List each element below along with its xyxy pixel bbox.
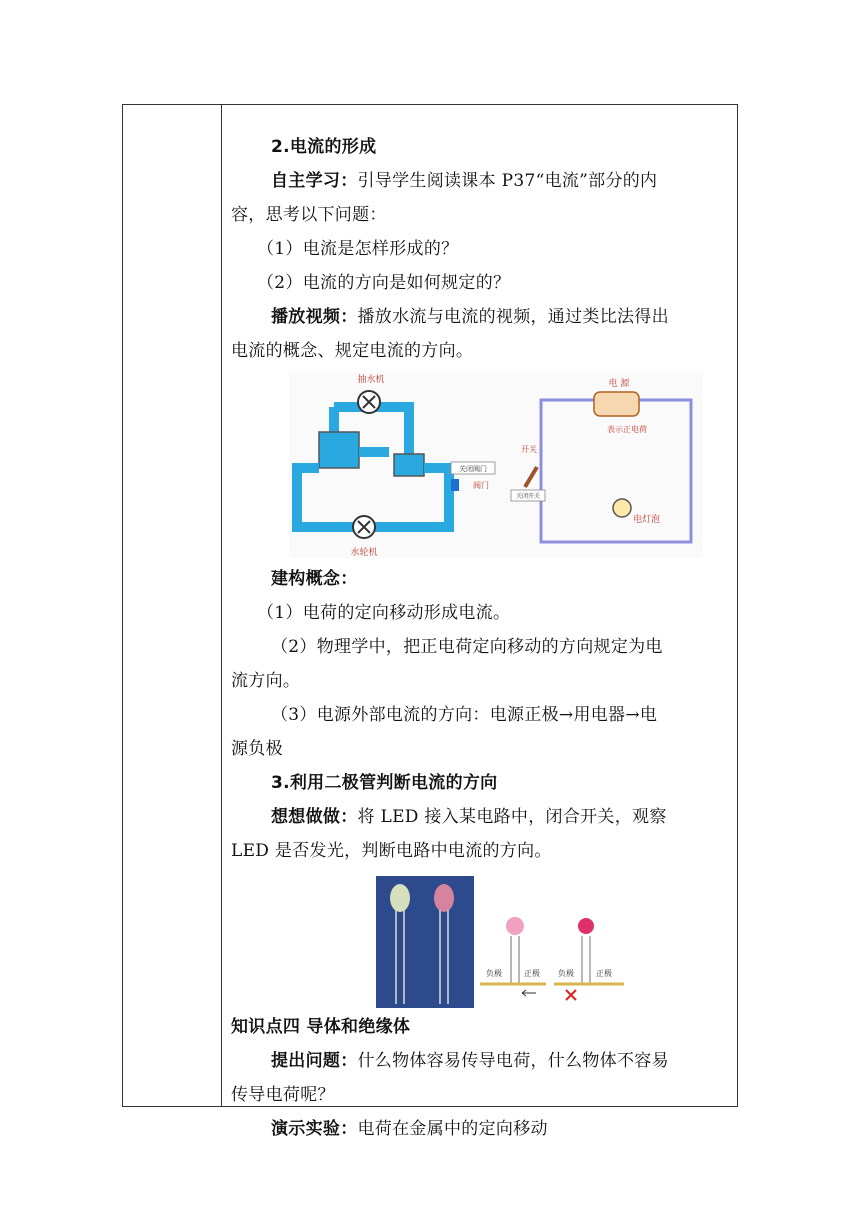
pump-label: 抽水机 <box>357 375 385 385</box>
negative-pole-label-1: 负极 <box>486 969 502 978</box>
question-text-2: 传导电荷呢？ <box>231 1085 335 1105</box>
close-switch-label: 关闭开关 <box>515 493 541 500</box>
concept-2-line-1: （2）物理学中，把正电荷定向移动的方向规定为电 <box>271 637 663 657</box>
positive-pole-label-1: 正极 <box>524 969 540 978</box>
section-heading-current-formation: 2.电流的形成 <box>271 137 377 157</box>
section-heading-conductors: 知识点四 导体和绝缘体 <box>231 1017 411 1037</box>
self-study-text-1: 引导学生阅读课本 P37“电流”部分的内 <box>357 171 658 191</box>
source-label: 电 源 <box>608 379 630 389</box>
table-column-divider <box>221 104 222 1107</box>
think-text-2: LED 是否发光，判断电路中电流的方向。 <box>231 841 552 861</box>
concept-3-line-2: 源负极 <box>231 739 283 759</box>
think-label: 想想做做： <box>271 807 358 827</box>
demo-paragraph <box>231 1112 731 1146</box>
question-1: （1）电流是怎样形成的？ <box>257 239 459 259</box>
positive-pole-label-2: 正极 <box>596 969 612 978</box>
valve-label: 阀门 <box>473 481 489 490</box>
question-2: （2）电流的方向是如何规定的？ <box>257 273 511 293</box>
close-valve-label: 关闭阀门 <box>459 465 487 473</box>
think-text-1: 将 LED 接入某电路中，闭合开关，观察 <box>357 807 667 827</box>
demo-label: 演示实验： <box>271 1119 358 1139</box>
video-label: 播放视频： <box>271 307 358 327</box>
negative-pole-label-2: 负极 <box>558 969 574 978</box>
demo-text: 电荷在金属中的定向移动 <box>357 1119 548 1139</box>
concept-3-line-1: （3）电源外部电流的方向：电源正极→用电器→电 <box>271 705 658 725</box>
self-study-label: 自主学习： <box>271 171 358 191</box>
concept-1: （1）电荷的定向移动形成电流。 <box>257 603 511 623</box>
concept-2-line-2: 流方向。 <box>231 671 301 691</box>
bulb-label: 电灯泡 <box>633 515 661 525</box>
switch-label: 开关 <box>521 445 537 454</box>
self-study-text-2: 容，思考以下问题： <box>231 205 387 225</box>
video-text-1: 播放水流与电流的视频，通过类比法得出 <box>357 307 669 327</box>
positive-charge-label: 表示正电荷 <box>607 425 647 434</box>
water-circuit-analogy-figure <box>289 372 703 558</box>
self-study-paragraph <box>231 164 731 198</box>
led-figure <box>376 876 628 1008</box>
concept-label: 建构概念： <box>271 569 358 589</box>
led-polarity-diagram <box>478 906 628 1008</box>
think-paragraph <box>231 800 731 834</box>
section-heading-diode: 3.利用二极管判断电流的方向 <box>271 773 498 793</box>
question-label: 提出问题： <box>271 1051 358 1071</box>
question-text-1: 什么物体容易传导电荷，什么物体不容易 <box>357 1051 669 1071</box>
turbine-label: 水轮机 <box>350 548 378 558</box>
video-text-2: 电流的概念、规定电流的方向。 <box>231 341 474 361</box>
video-paragraph <box>231 300 731 334</box>
lesson-content <box>231 130 731 1146</box>
question-paragraph <box>231 1044 731 1078</box>
